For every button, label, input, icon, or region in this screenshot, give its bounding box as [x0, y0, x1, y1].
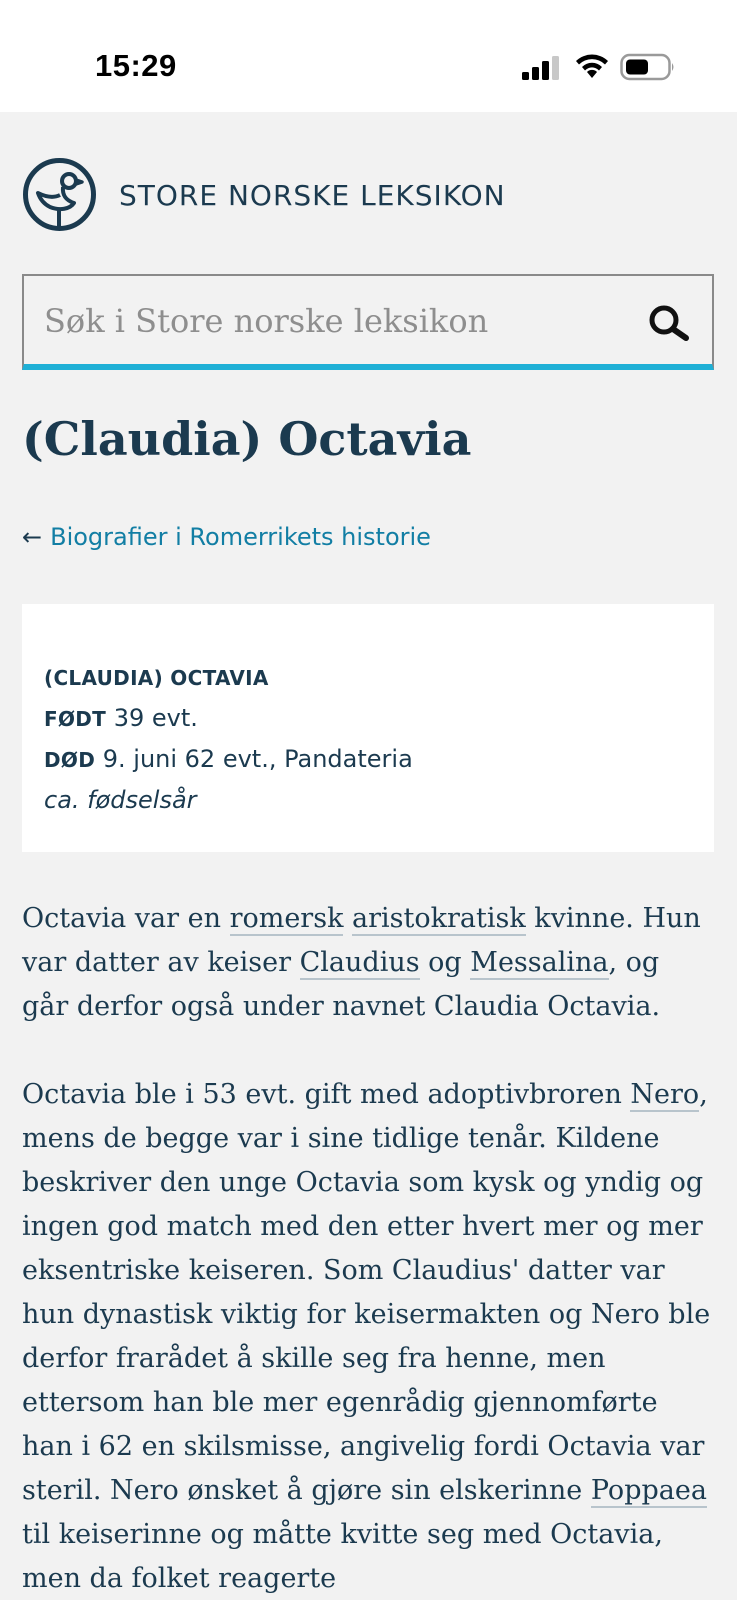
facts-heading: (CLAUDIA) OCTAVIA: [44, 666, 269, 690]
breadcrumb-label: Biografier i Romerrikets historie: [50, 523, 431, 551]
text: og: [419, 947, 471, 978]
text: Octavia var en: [22, 903, 230, 934]
died-label: DØD: [44, 748, 96, 772]
born-label: FØDT: [44, 707, 107, 731]
article-body: [22, 897, 714, 1600]
battery-icon: [620, 53, 676, 81]
link-romersk[interactable]: romersk: [229, 903, 344, 934]
arrow-left-icon: ←: [22, 523, 43, 551]
site-title[interactable]: STORE NORSKE LEKSIKON: [119, 179, 506, 212]
died-value: 9. juni 62 evt., Pandateria: [102, 745, 413, 773]
facts-born: [44, 698, 692, 739]
site-header: [22, 157, 712, 232]
link-claudius[interactable]: Claudius: [299, 947, 420, 978]
facts-died: [44, 739, 692, 780]
facts-box: [22, 604, 714, 852]
text: kvinne. Hun var datter av keiser: [22, 903, 701, 978]
link-nero[interactable]: Nero: [630, 1079, 700, 1110]
paragraph-1: [22, 897, 714, 1029]
search-input[interactable]: [44, 294, 624, 348]
text: , mens de begge var i sine tidlige tenår. Kildene beskriver den unge Octavia som kysk og yndig og ingen god match med den etter hvert mer og mer eksentriske keiseren. Som Claudius' datter var hun dynastisk viktig for keisermakten og Nero ble derfor frarådet å skille seg fra henne, men ettersom han ble mer egenrådig gjennomførte han i 62 en skilsmisse, angivelig fordi Octavia var steril. Nero ønsket å gjøre sin elskerinne: [22, 1079, 711, 1506]
breadcrumb-link[interactable]: [22, 523, 431, 551]
link-messalina[interactable]: Messalina: [470, 947, 609, 978]
search-box: [22, 274, 714, 370]
link-poppaea[interactable]: Poppaea: [590, 1475, 707, 1506]
text: til keiserinne og måtte kvitte seg med Octavia, men da folket reagerte: [22, 1519, 663, 1594]
bird-logo-icon[interactable]: [22, 157, 97, 232]
paragraph-2: [22, 1073, 714, 1600]
wifi-icon: [574, 52, 610, 80]
facts-note: ca. fødselsår: [44, 786, 197, 814]
page-title: (Claudia) Octavia: [22, 412, 472, 466]
signal-icon: [522, 56, 562, 80]
status-bar: [0, 0, 737, 112]
status-time: 15:29: [95, 48, 177, 83]
search-icon[interactable]: [646, 302, 690, 342]
link-aristokratisk[interactable]: aristokratisk: [352, 903, 526, 934]
text: [343, 903, 352, 934]
born-value: 39 evt.: [113, 704, 198, 732]
text: Octavia ble i 53 evt. gift med adoptivbroren: [22, 1079, 631, 1110]
text: , og går derfor også under navnet Claudia Octavia.: [22, 947, 661, 1022]
